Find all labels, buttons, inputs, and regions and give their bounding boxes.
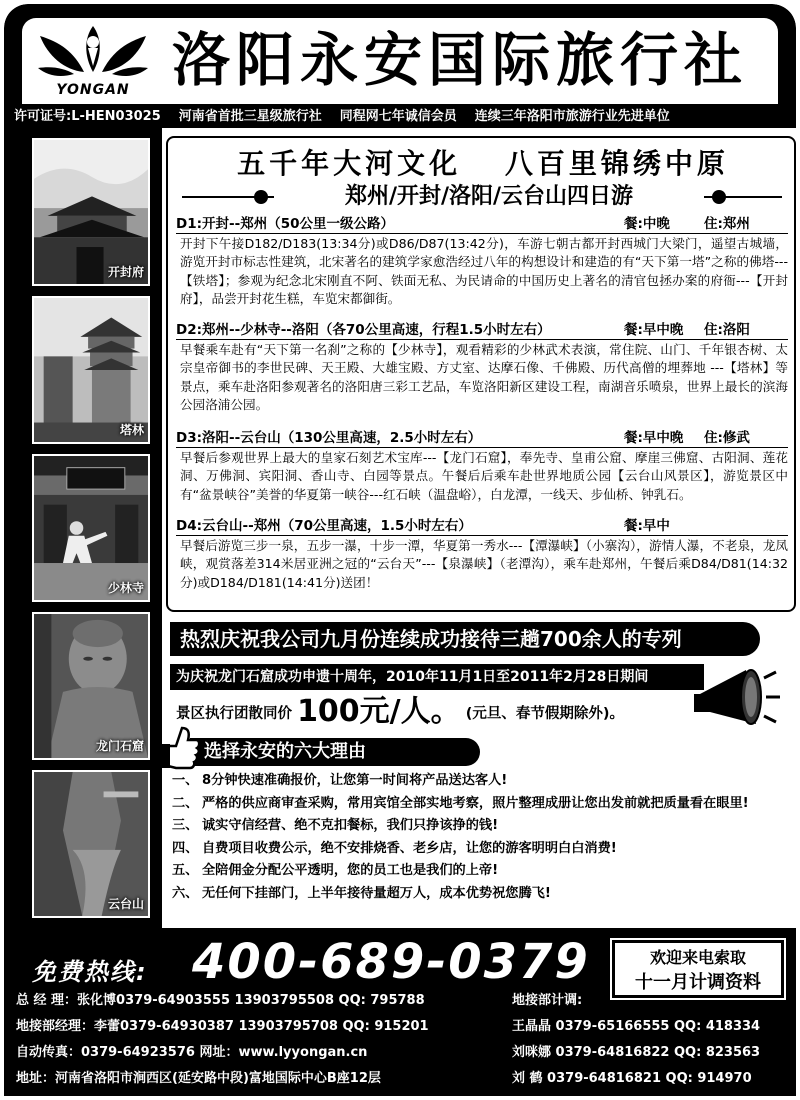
company-name: 洛阳永安国际旅行社	[172, 26, 749, 94]
slogan: 五千年大河文化 八百里锦绣中原	[237, 147, 729, 180]
reason-item	[172, 793, 772, 816]
footer	[4, 928, 796, 1096]
reason-item	[172, 838, 792, 861]
promo-prefix: 景区执行团散同价	[176, 706, 292, 722]
day-description: 早餐后参观世界上最大的皇家石刻艺术宝库---【龙门石窟】，奉先寺、皇甫公窟、摩崖三佛窟、古阳洞、莲花洞、万佛洞、宾阳洞、香山寺、白园等景点。午餐后后乘车赴世界地质公园【云台山风景区】，游览景区中有“盆景峡谷”美誉的华夏第一峡谷---红石峡（温盘峪），白龙潭，一线天、步仙桥、钟乳石。	[180, 450, 788, 502]
header	[4, 4, 796, 106]
member-badge: 同程网七年诚信会员	[339, 109, 457, 124]
reason-text: 诚实守信经营、绝不克扣餐标，我们只挣该挣的钱!	[202, 818, 499, 833]
local-planner-list	[512, 988, 792, 1092]
reason-text: 严格的供应商审查采购，常用宾馆全部实地考察，照片整理成册让您出发前就把质量看在眼里!	[202, 795, 749, 811]
reason-number: 二、	[172, 795, 199, 811]
reason-item	[172, 860, 792, 883]
celebration-banner: 热烈庆祝我公司九月份连续成功接待三趟700余人的专列	[170, 622, 760, 656]
day-title: D1:开封--郑州（50公里一级公路）	[176, 216, 394, 232]
day-stay: 住:郑州	[704, 216, 750, 232]
day-heading	[176, 320, 788, 340]
day-meal: 餐:中晚	[624, 216, 670, 232]
contact-list	[16, 988, 506, 1092]
local-planner-contact: 刘 鹤 0379-64816821 QQ: 914970	[512, 1071, 752, 1086]
thumbs-up-icon	[160, 724, 200, 772]
promo-price: 100元/人。	[297, 694, 461, 729]
photo-talin	[32, 296, 150, 444]
welcome-line: 欢迎来电索取	[649, 948, 746, 967]
contact-local-manager: 地接部经理：李蕾0379-64930387 13903795708 QQ: 915201	[16, 1019, 429, 1034]
reason-item	[172, 770, 792, 793]
day-description: 早餐后游览三步一泉，五步一瀑，十步一潭，华夏第一秀水---【潭瀑峡】（小寨沟），游情人瀑，不老泉，龙凤峡，观赏落差314米居亚洲之冠的“云台天”---【泉瀑峡】（老潭沟），乘车赴郑州，午餐后乘D84/D81(14:32分)或D184/D181(14:41分)送团！	[180, 538, 788, 590]
day-title: D2:郑州--少林寺--洛阳（各70公里高速，行程1.5小时左右）	[176, 322, 551, 338]
photo-yuntaishan	[32, 770, 150, 918]
day-heading	[176, 428, 788, 448]
license-bar	[4, 106, 796, 128]
reason-number: 一、	[172, 773, 199, 788]
license-number: 许可证号:L-HEN03025	[14, 109, 161, 124]
day-title: D4:云台山--郑州（70公里高速，1.5小时左右）	[176, 518, 472, 534]
day-heading	[176, 214, 788, 234]
photo-shaolinsi	[32, 454, 150, 602]
day-3	[176, 428, 788, 504]
day-meal: 餐:早中	[624, 518, 670, 534]
company-logo	[34, 22, 152, 104]
hotline-number[interactable]: 400-689-0379	[192, 934, 590, 990]
reason-number: 三、	[172, 818, 199, 833]
photo-caption: 龙门石窟	[95, 739, 144, 753]
photo-caption: 塔林	[119, 423, 144, 437]
reason-number: 六、	[172, 885, 199, 901]
photo-caption: 少林寺	[107, 581, 144, 595]
contact-address: 地址：河南省洛阳市涧西区(延安路中段)富地国际中心B座12层	[16, 1071, 381, 1086]
rating-badge: 河南省首批三星级旅行社	[178, 109, 322, 124]
reason-item	[172, 815, 792, 838]
promo-period: 为庆祝龙门石窟成功申遗十周年，2010年11月1日至2011年2月28日期间	[170, 664, 704, 690]
promo-suffix: (元旦、春节假期除外)。	[465, 706, 624, 722]
megaphone-icon	[692, 664, 782, 740]
photo-longmen	[32, 612, 150, 760]
contact-general-manager: 总 经 理：张化博0379-64903555 13903795508 QQ: 795788	[16, 993, 425, 1008]
reason-text: 自费项目收费公示，绝不安排烧香、老乡店，让您的游客明明白白消费!	[202, 840, 617, 856]
hotline-label: 免费热线:	[32, 958, 148, 986]
day-1	[176, 214, 788, 309]
bullet-dot-icon	[712, 190, 726, 204]
reasons-list	[172, 770, 792, 905]
local-planner-title: 地接部计调:	[512, 993, 583, 1008]
logo-text: YONGAN	[56, 82, 130, 98]
day-stay: 住:修武	[704, 430, 750, 446]
day-heading	[176, 516, 788, 536]
reason-text: 无任何下挂部门，上半年接待量超万人，成本优势祝您腾飞!	[202, 885, 551, 901]
day-title: D3:洛阳--云台山（130公里高速，2.5小时左右）	[176, 430, 482, 446]
day-stay: 住:洛阳	[704, 322, 750, 338]
day-description: 开封下午接D182/D183(13:34分)或D86/D87(13:42分)，车游七朝古都开封西城门大梁门，遥望古城墙，游览开封市标志性建筑，北宋著名的建筑学家愈浩经过八年的构想设计和建造的有“天下第一塔”之称的佛塔---【铁塔】；参观为纪念北宋刚直不阿、铁面无私、为民请命的中国历史上著名的清官包拯办案的府衙---【开封府】，品尝开封花生糕，车览宋都御街。	[180, 236, 788, 307]
award-badge: 连续三年洛阳市旅游行业先进单位	[474, 109, 670, 124]
photo-kaifengfu	[32, 138, 150, 286]
promo-price-line	[170, 692, 730, 732]
day-description: 早餐乘车赴有“天下第一名刹”之称的【少林寺】，观看精彩的少林武术表演，常住院、山门、千年银杏树、太宗皇帝御书的李世民碑、天王殿、大雄宝殿、方丈室、达摩石像、千佛殿、历代高僧的埋葬地 ---【塔林】等景点，乘车赴洛阳参观著名的洛阳唐三彩工艺品，车览洛阳新区建设工程，南湖音乐喷泉，世界上最长的滨海公园洛浦公园。	[180, 342, 788, 413]
route-bar	[182, 184, 782, 208]
local-planner-contact: 王晶晶 0379-65166555 QQ: 418334	[512, 1019, 761, 1034]
photo-caption: 开封府	[107, 265, 144, 279]
route-title: 郑州/开封/洛阳/云台山四日游	[274, 184, 704, 210]
reason-text: 全陪佣金分配公平透明，您的员工也是我们的上帝!	[202, 863, 499, 878]
itinerary-box	[166, 136, 796, 612]
reason-number: 五、	[172, 863, 199, 878]
photo-caption: 云台山	[107, 897, 144, 911]
day-meal: 餐:早中晚	[624, 430, 684, 446]
photo-column	[4, 128, 162, 928]
day-meal: 餐:早中晚	[624, 322, 684, 338]
reason-number: 四、	[172, 840, 199, 856]
lotus-logo-icon	[34, 22, 152, 82]
bullet-dot-icon	[254, 190, 268, 204]
reason-text: 8分钟快速准确报价，让您第一时间将产品送达客人!	[202, 773, 508, 788]
reason-item	[172, 883, 792, 906]
reasons-title: 选择永安的六大理由	[190, 738, 480, 766]
day-4	[176, 516, 788, 592]
welcome-line: 十一月计调资料	[635, 972, 761, 993]
contact-fax-website[interactable]: 自动传真：0379-64923576 网址：www.lyyongan.cn	[16, 1045, 368, 1060]
local-planner-contact: 刘咪娜 0379-64816822 QQ: 823563	[512, 1045, 761, 1060]
day-2	[176, 320, 788, 415]
